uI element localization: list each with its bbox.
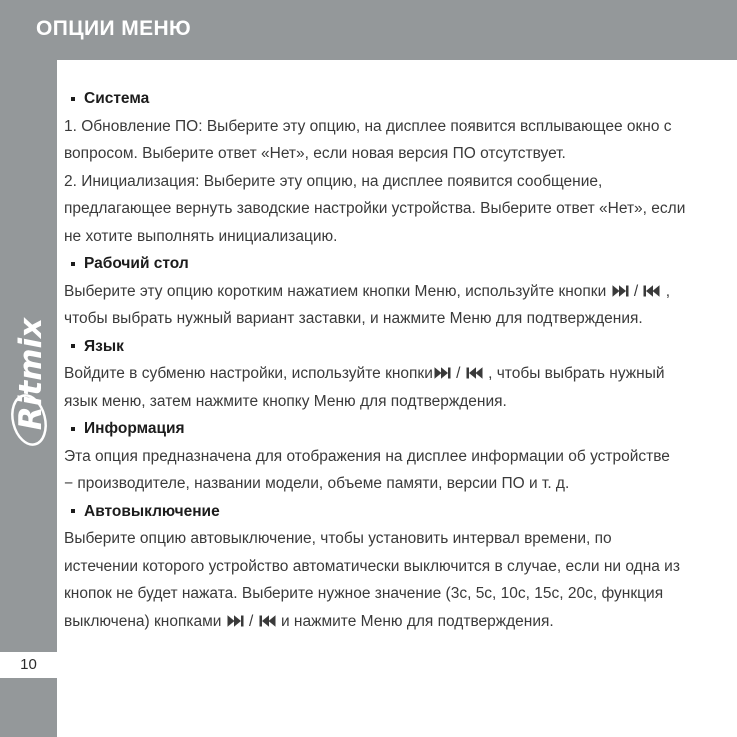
ritmix-logo (5, 302, 53, 450)
body-line: − производителе, названии модели, объеме памяти, версии ПО и т. д. (64, 475, 570, 492)
body-line: чтобы выбрать нужный вариант заставки, и нажмите Меню для подтверждения. (64, 310, 643, 327)
section-heading (64, 250, 727, 278)
section-heading-text: Система (84, 90, 150, 107)
ritmix-logo-text: Ritmix (13, 317, 49, 431)
body-line: не хотите выполнять инициализацию. (64, 227, 338, 245)
body-line: 2. Инициализация: Выберите эту опцию, на дисплее появится сообщение, (64, 172, 603, 190)
square-bullet-icon (71, 262, 75, 266)
section-heading (64, 415, 727, 443)
square-bullet-icon (71, 427, 75, 431)
sections (64, 85, 727, 635)
body-line: Выберите эту опцию коротким нажатием кнопки Меню, используйте кнопки / , (64, 282, 671, 300)
content-panel (57, 60, 737, 737)
body-line: язык меню, затем нажмите кнопку Меню для подтверждения. (64, 392, 507, 410)
prev-track-icon (259, 615, 276, 627)
body-line: выключена) кнопками / и нажмите Меню для подтверждения. (64, 612, 554, 630)
section-heading (64, 85, 727, 113)
next-track-icon (612, 285, 629, 297)
body-line: Выберите опцию автовыключение, чтобы установить интервал времени, по (64, 530, 612, 547)
square-bullet-icon (71, 344, 75, 348)
prev-track-icon (643, 285, 660, 297)
body-line: 1. Обновление ПО: Выберите эту опцию, на дисплее появится всплывающее окно с (64, 117, 672, 135)
square-bullet-icon (71, 509, 75, 513)
section-heading-text: Язык (84, 337, 124, 355)
section-heading-text: Рабочий стол (84, 255, 189, 272)
body-line: Войдите в субменю настройки, используйте кнопки / , чтобы выбрать нужный (64, 365, 665, 382)
body-line: вопросом. Выберите ответ «Нет», если новая версия ПО отсутствует. (64, 145, 566, 162)
section-heading-text: Информация (84, 420, 185, 437)
body-line: кнопок не будет нажата. Выберите нужное значение (3с, 5с, 10с, 15с, 20с, функция (64, 585, 664, 602)
body-line: Эта опция предназначена для отображения на дисплее информации об устройстве (64, 447, 670, 465)
page-number: 10 (0, 652, 57, 678)
next-track-icon (434, 367, 451, 379)
page-title: ОПЦИИ МЕНЮ (36, 17, 192, 40)
next-track-icon (227, 615, 244, 627)
section-heading (64, 498, 727, 526)
body-line: предлагающее вернуть заводские настройки устройства. Выберите ответ «Нет», если (64, 200, 686, 217)
body-line: истечении которого устройство автоматически выключится в случае, если ни одна из (64, 557, 680, 575)
section-heading-text: Автовыключение (84, 502, 220, 520)
square-bullet-icon (71, 97, 75, 101)
section-heading (64, 333, 727, 361)
prev-track-icon (466, 367, 483, 379)
